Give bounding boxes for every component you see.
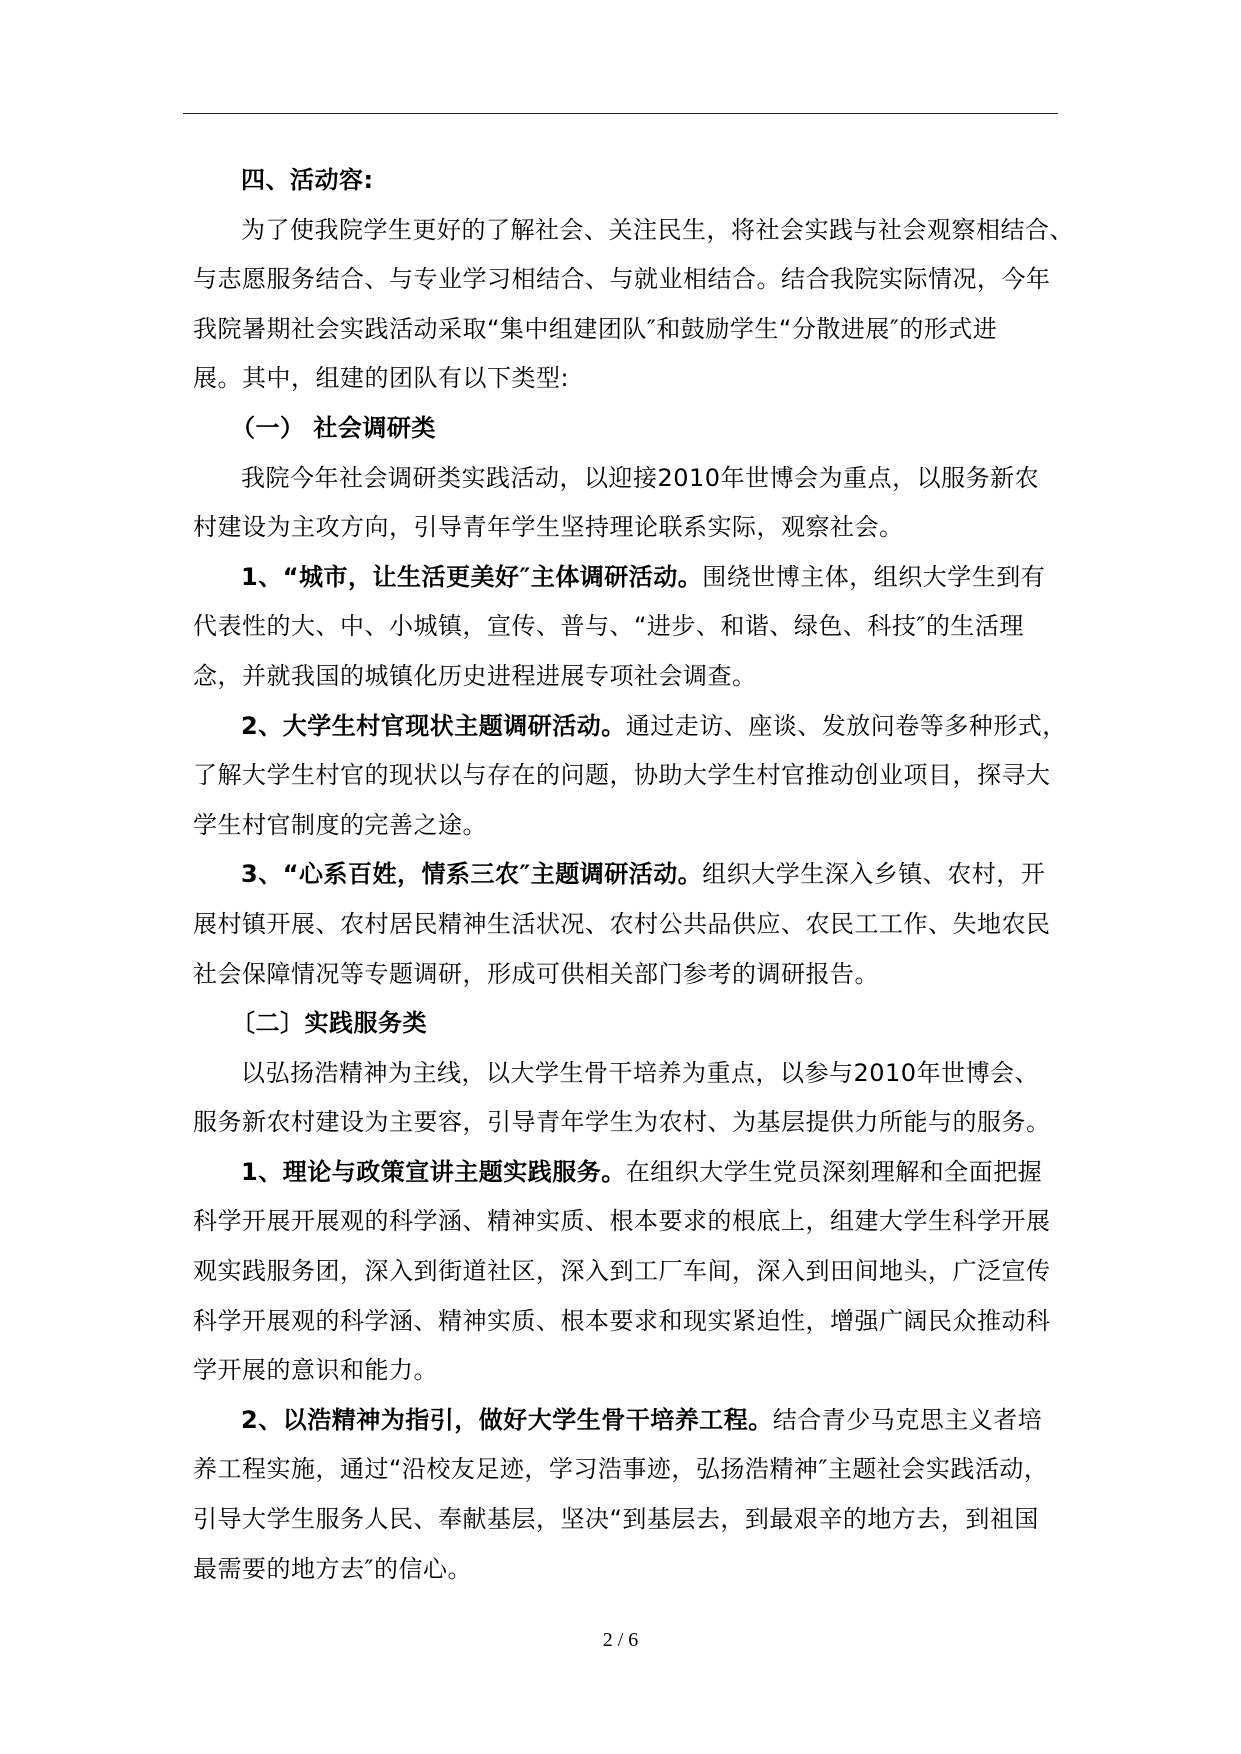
paragraph-line: 与志愿服务结合、与专业学习相结合、与就业相结合。结合我院实际情况，今年 — [193, 265, 1051, 294]
paragraph-line: 展村镇开展、农村居民精神生活状况、农村公共品供应、农民工工作、失地农民 — [193, 909, 1051, 938]
paragraph-line: 代表性的大、中、小城镇，宣传、普与、“进步、和谐、绿色、科技″的生活理 — [193, 612, 1024, 641]
list-item-line — [193, 553, 1055, 603]
paragraph-line: 为了使我院学生更好的了解社会、关注民生，将社会实践与社会观察相结合、 — [241, 215, 1074, 244]
item-text: 结合青少马克思主义者培 — [772, 1405, 1043, 1434]
paragraph-line: 学开展的意识和能力。 — [193, 1356, 438, 1385]
subsection-heading-social-research: （一） 社会调研类 — [231, 413, 436, 442]
paragraph-line: 村建设为主攻方向，引导青年学生坚持理论联系实际，观察社会。 — [193, 513, 904, 542]
paragraph-line: 展。其中，组建的团队有以下类型: — [193, 364, 570, 393]
paragraph-line: 养工程实施，通过“沿校友足迹，学习浩事迹，弘扬浩精神″主题社会实践活动， — [193, 1455, 1049, 1484]
item-title: 1、“城市，让生活更美好″主体调研活动。 — [241, 562, 703, 591]
page-number: 2 / 6 — [602, 1629, 639, 1651]
paragraph-line: 我院暑期社会实践活动采取“集中组建团队″和鼓励学生“分散进展″的形式进 — [193, 314, 998, 343]
paragraph-line: 观实践服务团，深入到街道社区，深入到工厂车间，深入到田间地头，广泛宣传 — [193, 1257, 1051, 1286]
item-text: 通过走访、座谈、发放问卷等多种形式， — [625, 711, 1067, 740]
paragraph-line: 引导大学生服务人民、奉献基层，坚决“到基层去，到最艰辛的地方去，到祖国 — [193, 1505, 1039, 1534]
paragraph-line: 我院今年社会调研类实践活动，以迎接2010年世博会为重点，以服务新农 — [241, 463, 1040, 492]
item-title: 2、以浩精神为指引，做好大学生骨干培养工程。 — [241, 1405, 773, 1434]
section-heading-activities: 四、活动容: — [241, 166, 374, 194]
paragraph-line: 了解大学生村官的现状以与存在的问题，协助大学生村官推动创业项目，探寻大 — [193, 761, 1051, 790]
paragraph-line: 服务新农村建设为主要容，引导青年学生为农村、为基层提供力所能与的服务。 — [193, 1108, 1051, 1137]
item-title: 3、“心系百姓，情系三农″主题调研活动。 — [241, 860, 703, 889]
list-item-line — [193, 1396, 1055, 1446]
paragraph-line: 以弘扬浩精神为主线，以大学生骨干培养为重点，以参与2010年世博会、 — [241, 1058, 1040, 1087]
item-title: 1、理论与政策宣讲主题实践服务。 — [241, 1157, 626, 1186]
item-text: 组织大学生深入乡镇、农村，开 — [702, 860, 1046, 889]
document-body — [193, 156, 1074, 1594]
paragraph-line: 科学开展开展观的科学涵、精神实质、根本要求的根底上，组建大学生科学开展 — [193, 1207, 1051, 1236]
paragraph-line: 念，并就我国的城镇化历史进程进展专项社会调查。 — [193, 661, 757, 690]
item-text: 在组织大学生党员深刻理解和全面把握 — [625, 1157, 1043, 1186]
paragraph-line: 社会保障情况等专题调研，形成可供相关部门参考的调研报告。 — [193, 959, 879, 988]
list-item-line — [193, 1148, 1055, 1198]
list-item-line — [193, 850, 1055, 900]
list-item-line — [193, 702, 1067, 752]
paragraph-line: 学生村官制度的完善之途。 — [193, 810, 487, 839]
subsection-heading-practice-service: 〔二〕实践服务类 — [231, 1009, 427, 1038]
item-text: 围绕世博主体，组织大学生到有 — [702, 562, 1046, 591]
item-title: 2、大学生村官现状主题调研活动。 — [241, 711, 626, 740]
paragraph-line: 最需要的地方去″的信心。 — [193, 1554, 472, 1583]
header-rule — [183, 113, 1058, 114]
paragraph-line: 科学开展观的科学涵、精神实质、根本要求和现实紧迫性，增强广阔民众推动科 — [193, 1306, 1051, 1335]
